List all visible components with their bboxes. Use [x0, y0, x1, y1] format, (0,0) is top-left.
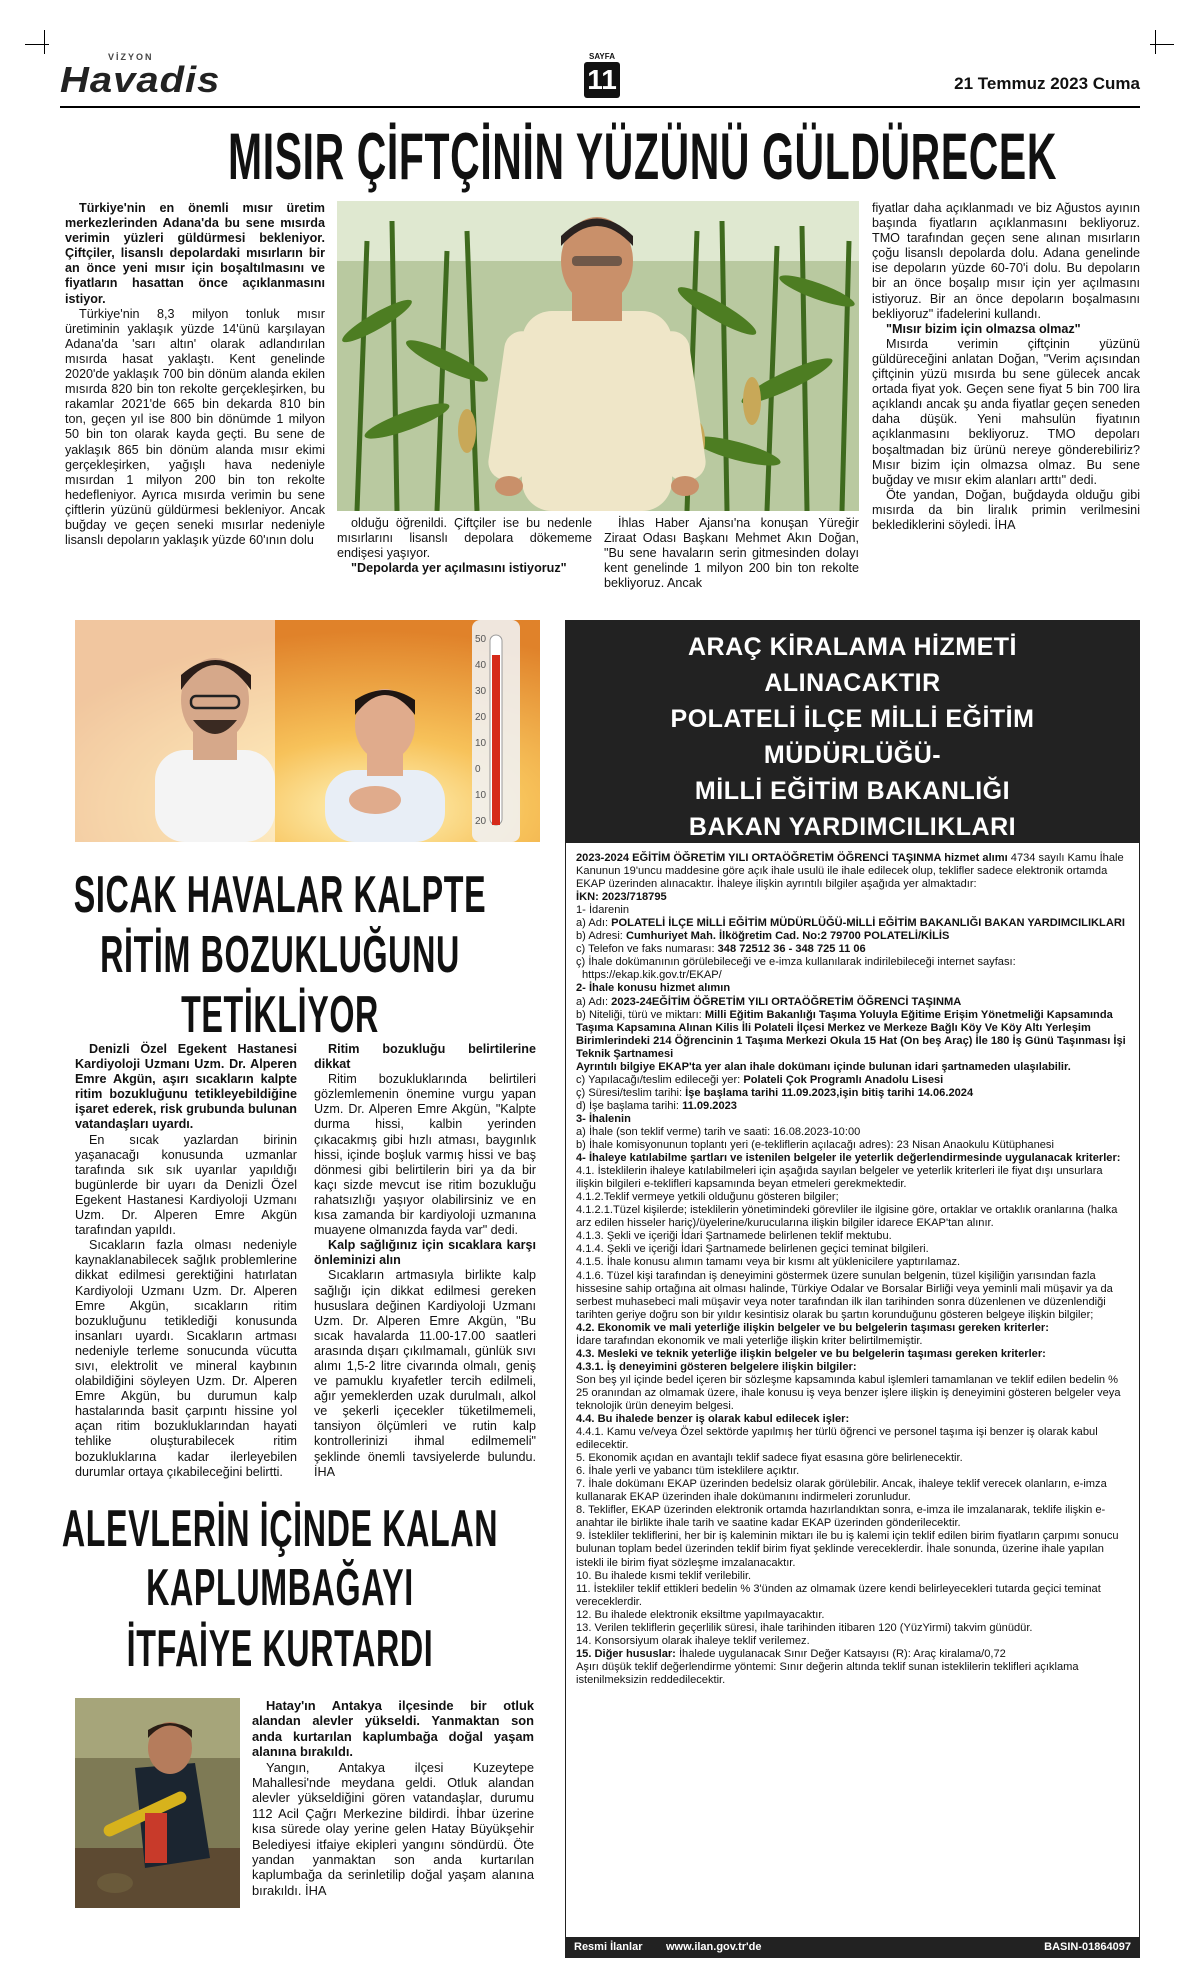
article1-col2 [337, 516, 592, 576]
tender-line: 12. Bu ihalede elektronik eksiltme yapılmayacaktır. [576, 1608, 825, 1621]
article1-photo-farmer [337, 201, 859, 511]
tender-line: 8. Teklifler, EKAP üzerinden elektronik ortamda hazırlandıktan sonra, e-imza ile imzalanarak, teklife ilişkin e-anahtar ile birlikte ihale tarih ve saatine kadar EKAP üzerinden gönderilecektir. [576, 1504, 1106, 1530]
tender-notice [565, 620, 1140, 1958]
tender-footer-code: BASIN-01864097 [1044, 1941, 1131, 1953]
article2-headline-line2: RİTİM BOZUKLUĞUNU [100, 926, 460, 984]
crop-mark [44, 30, 45, 54]
tender-intro: 2023-2024 EĞİTİM ÖĞRETİM YILI ORTAÖĞRETİM ÖĞRENCİ TAŞINMA hizmet alımı 4734 sayılı Kamu İhale Kanunun 19'uncu maddesine göre açık ihale usulü ile ihale edilecek olup, teklifler sadece elektronik ortamda EKAP üzerinden alınacaktır. İhaleye ilişkin ayrıntılı bilgiler aşağıda yer almaktadır: [576, 852, 1124, 891]
thermometer-label: 10 [475, 790, 487, 801]
tender-ikn: İKN: 2023/718795 [576, 891, 667, 904]
logo-main: Havadis [60, 60, 221, 100]
article1-headline: MISIR ÇİFTÇİNİN YÜZÜNÜ GÜLDÜRECEK [228, 119, 1058, 193]
article1-text: Türkiye'nin 8,3 milyon tonluk mısır üretiminin yaklaşık yüzde 14'ünü karşılayan Adana'da 'sarı altın' olarak adlandırılan mısırda hasat yaklaştı. Kent genelinde 2020'de yaklaşık 700 bin dönüm alanda ekilen mısırda 820 bin ton rekolte gerçekleşirken, bu rakamlar 2021'de 665 bin dekarda 810 bin ton, geçen yıl ise 800 bin dönümde 1 milyon 50 bin ton olarak kayda geçti. Bu sene de yaklaşık 865 bin dönüm alanda mısır ekimi gerçekleşirken, yağışlı hava nedeniyle mısırdan 1 milyon 200 bin ton rekolte hedefleniyor. Ayrıca mısırda verimin bu sene çiftlerin yüzünü güldürmesi bekleniyor. Ancak buğday ve geçen seneki mısırlar nedeniyle lisanslı depoların yaklaşık yüzde 60'ının dolu [65, 306, 325, 548]
masthead [60, 52, 1140, 108]
tender-line: 5. Ekonomik açıdan en avantajlı teklif sadece fiyat esasına göre belirlenecektir. [576, 1452, 963, 1465]
tender-line: 4.1.2.1.Tüzel kişilerde; isteklilerin yönetimindeki görevliler ile ilgisine göre, ortaklar ve ortaklık oranlarına (halka arz edilen hisseler hariç)/üyelerine/kurucularına ilişkin bilgiler idarece EKAP'tan alınır. [576, 1204, 1118, 1230]
tender-line: 1- İdarenin [576, 904, 630, 917]
tender-line: c) Yapılacağı/teslim edileceği yer: Polateli Çok Programlı Anadolu Lisesi [576, 1073, 944, 1086]
logo-small: VİZYON [108, 52, 154, 62]
article1-text: olduğu öğrenildi. Çiftçiler ise bu nedenle mısırlarını lisanslı depolara dökememe endişesi yaşıyor. [337, 516, 592, 561]
tender-line: 10. Bu ihalede kısmi teklif verilebilir. [576, 1569, 752, 1582]
tender-title-line: ARAÇ KİRALAMA HİZMETİ [688, 633, 1017, 661]
article3-lead: Hatay'ın Antakya ilçesinde bir otluk alandan alevler yükseldi. Yanmaktan son anda kurtarılan kaplumbağa doğal yaşam alanına bırakıldı. [252, 1698, 534, 1760]
page-label: SAYFA [589, 52, 615, 61]
tender-line: 4.1. İsteklilerin ihaleye katılabilmeleri için aşağıda sayılan belgeler ve yeterlik kriterleri ile fiyat dışı unsurlara ilişkin bilgileri e-teklifleri kapsamında beyan etmeleri gerekmektedir. [576, 1165, 1103, 1191]
tender-notice-title [566, 621, 1139, 843]
article2-text: Ritim bozukluklarında belirtileri gözlemlemenin önemine vurgu yapan Uzm. Dr. Alperen Emre Akgün, "Kalpte durma hissi, kalbin yerinden çıkacakmış gibi hızlı atması, baygınlık hissi, içinde boşluk varmış hissi ve baş dönmesi gibi belirtilerin biri ya da bir kaçı sizde mevcut ise ritim bozukluğu rahatsızlığı yaşıyor olabilirsiniz ve en kısa zamanda bir kardiyoloji uzmanına muayene olmanızda fayda var" dedi. [314, 1072, 536, 1238]
article2-col1 [75, 1042, 297, 1480]
article3-headline-line3: İTFAİYE KURTARDI [126, 1620, 434, 1678]
article2-text: Sıcakların fazla olması nedeniyle kaynaklanabilecek sağlık problemlerine dikkat edilmesi gerektiğini hatırlatan Kardiyoloji Uzmanı Uzm. Dr. Alperen Emre Akgün, sıcakların ritim bozukluğunu tetiklediği konusunda insanları uyardı. Sıcakların artması nedeniyle terleme sonucunda vücutta sıvı, elektrolit ve mineral kaybının olabildiğini söyleyen Uzm. Dr. Alperen Emre Akgün, bu durumun kalp hastalarında basit çarpıntı hissine yol açan ritim bozukluklarından hayati tehlike oluşturabilecek ritim bozukluklarına kadar ilerleyebilen durumlar ortaya çıkabileceğini belirtti. [75, 1238, 297, 1479]
tender-line: 11. İstekliler teklif ettikleri bedelin % 3'ünden az olmamak üzere kendi belirleyecekleri tutarda geçici teminat vereceklerdir. [576, 1582, 1101, 1608]
tender-line: 4.1.2.Teklif vermeye yetkili olduğunu gösteren bilgiler; [576, 1191, 839, 1204]
tender-line: d) İşe başlama tarihi: 11.09.2023 [576, 1099, 737, 1112]
article1-subhead: "Depolarda yer açılmasını istiyoruz" [351, 561, 567, 576]
tender-line: 4.3.1. İş deneyimini gösteren belgelere ilişkin bilgiler: [576, 1360, 857, 1373]
tender-title-line: POLATELİ İLÇE MİLLİ EĞİTİM [670, 705, 1035, 733]
tender-line: a) Adı: POLATELİ İLÇE MİLLİ EĞİTİM MÜDÜRLÜĞÜ-MİLLİ EĞİTİM BAKANLIĞI BAKAN YARDIMCILIKLARI [576, 917, 1125, 930]
tender-line: 2- İhale konusu hizmet alımın [576, 982, 731, 995]
tender-title-line: BAKAN YARDIMCILIKLARI [688, 813, 1017, 841]
article2-headline-line1: SICAK HAVALAR KALPTE [73, 866, 487, 924]
article1-text: fiyatlar daha açıklanmadı ve biz Ağustos ayının başında fiyatların açıklanmasını bekliyoruz. TMO tarafından geçen sene alınan mısırların çoğu lisanslı depolarda dolu. Adana genelinde ise depoların yüzde 60-70'i dolu. Bu depoların bir an önce boşalıp mısır için yer açılmasını istiyoruz. Bir an önce depoların boşalmasını bekliyoruz" ifadelerini kullandı. [872, 201, 1140, 321]
article3-photo-firefighter [75, 1698, 240, 1908]
article2-photo-heat [75, 620, 540, 842]
article3-headline-line2: KAPLUMBAĞAYI [146, 1559, 414, 1617]
tender-line: Aşırı düşük teklif değerlendirme yöntemi: Sınır değerin altında teklif sunan isteklilerin teklifleri açıklama istenilmeksizin reddedilecektir. [576, 1660, 1079, 1686]
article1-lead: Türkiye'nin en önemli mısır üretim merkezlerinden Adana'da bu sene mısırda verimin yüzleri güldürmesi bekleniyor. Çiftçiler, lisanslı depolardaki mısırların bir an önce yeni mısır için boşaltılmasını ve fiyatların hasattan önce açıklanmasını istiyor. [65, 201, 325, 306]
article2-headline-line3: TETİKLİYOR [181, 986, 379, 1044]
tender-line: a) Adı: 2023-24EĞİTİM ÖĞRETİM YILI ORTAÖĞRETİM ÖĞRENCİ TAŞINMA [576, 995, 962, 1008]
tender-line: ç) İhale dokümanının görülebileceği ve e-imza kullanılarak indirilebileceği internet sayfası: [576, 956, 1016, 969]
tender-line: 4.4. Bu ihalede benzer iş olarak kabul edilecek işler: [576, 1413, 850, 1426]
tender-line: a) İhale (son teklif verme) tarih ve saati: 16.08.2023-10:00 [576, 1125, 861, 1138]
article1-text: İhlas Haber Ajansı'na konuşan Yüreğir Ziraat Odası Başkanı Mehmet Akın Doğan, "Bu sene havaların serin gitmesinden dolayı kent genelinde 1 milyon 200 bin ton rekolte bekliyoruz. Ancak [604, 516, 859, 591]
tender-line: 4- İhaleye katılabilme şartları ve istenilen belgeler ile yeterlik değerlendirmesinde uygulanacak kriterler: [576, 1152, 1121, 1165]
tender-line: 4.4.1. Kamu ve/veya Özel sektörde yapılmış her türlü öğrenci ve personel taşıma işi benzer iş olarak kabul edilecektir. [576, 1426, 1098, 1452]
article2-col2 [314, 1042, 536, 1480]
tender-line: 7. İhale dokümanı EKAP üzerinden bedelsiz olarak görülebilir. Ancak, ihaleye teklif verecek olanların, e-imza kullanarak EKAP üzerinden ihale dokümanını indirmeleri zorunludur. [576, 1478, 1107, 1504]
tender-title-line: MİLLİ EĞİTİM BAKANLIĞI [694, 777, 1011, 805]
article1-text: Mısırda verimin çiftçinin yüzünü güldüreceğini anlatan Doğan, "Verim açısından çiftçinin yüzü mısırda bu sene gülecek ancak ortada fiyat yok. Geçen sene fiyat 5 bin 700 lira açıklandı ancak şu anda fiyatlar geçen seneden daha düşük. Yeni mahsulün fiyatının açıklanmasını bekliyoruz. TMO depoları boşaltmadan biz ürünü nereye gönderebiliriz? Mısır bizim için olmazsa olmaz. Bu sene buğday ve mısır ekim alanları arttı" dedi. [872, 336, 1140, 487]
tender-line: b) İhale komisyonunun toplantı yeri (e-tekliflerin açılacağı adres): 23 Nisan Anaokulu Kütüphanesi [576, 1139, 1054, 1152]
crop-mark [1155, 30, 1156, 54]
thermometer-label: 40 [475, 660, 487, 671]
tender-line: İdare tarafından ekonomik ve mali yeterliğe ilişkin kriter belirtilmemiştir. [576, 1334, 923, 1347]
tender-line: 13. Verilen tekliflerin geçerlilik süresi, ihale tarihinden itibaren 120 (YüzYirmi) takvim günüdür. [576, 1621, 1033, 1634]
tender-title-line: ALINACAKTIR [764, 669, 941, 697]
tender-line: b) Niteliği, türü ve miktarı: Milli Eğitim Bakanlığı Taşıma Yoluyla Eğitime Erişim Yönetmeliği Kapsamında Taşıma Kapsamına Alınan Kilis İli Polateli İlçesi Merkez ve Merkeze Bağlı Köy Ve Köy Altı Yerleşim Birimlerindeki 214 Öğrencinin 1 Taşıma Merkezi Okula 15 Hat (On beş Araç) İle 180 İş Günü Taşınması İşi Teknik Şartnamesi [576, 1008, 1126, 1060]
crop-mark [25, 44, 49, 45]
article3-text-col [252, 1698, 534, 1898]
thermometer-label: 50 [475, 634, 487, 645]
tender-line: 14. Konsorsiyum olarak ihaleye teklif verilemez. [576, 1634, 810, 1647]
tender-url[interactable]: https://ekap.kik.gov.tr/EKAP/ [582, 969, 722, 982]
article2-text: En sıcak yazlardan birinin yaşanacağı konusunda uzmanlar tarafında sık sık uyarılar yapıldığı bugünlerde bir uyarı da Denizli Özel Egekent Hastanesi Kardiyoloji Uzmanı Uzm. Dr. Alperen Emre Akgün tarafından yapıldı. [75, 1132, 297, 1238]
crop-mark [1150, 44, 1174, 45]
tender-footer [566, 1937, 1139, 1957]
article1-col4 [872, 201, 1140, 533]
tender-line: Son beş yıl içinde bedel içeren bir sözleşme kapsamında kabul işlemleri tamamlanan ve teklif edilen bedelin % 25 oranından az olmamak üzere, ihale konusu iş veya benzer işlere ilişkin iş deneyimini gösteren belgeler veya teknolojik ürün deneyim belgesi. [576, 1373, 1121, 1412]
tender-title-line: MÜDÜRLÜĞÜ- [763, 741, 942, 769]
article3-headline-line1: ALEVLERİN İÇİNDE KALAN [61, 1500, 499, 1558]
tender-line: 4.1.4. Şekli ve içeriği İdari Şartnamede belirlenen geçici teminat bilgileri. [576, 1243, 929, 1256]
article1-col3 [604, 516, 859, 591]
article1-col1 [65, 201, 325, 548]
tender-line: 3- İhalenin [576, 1112, 631, 1125]
tender-line: 4.1.5. İhale konusu alımın tamamı veya bir kısmı alt yüklenicilere yaptırılamaz. [576, 1256, 961, 1269]
tender-line: 6. İhale yerli ve yabancı tüm isteklilere açıktır. [576, 1465, 800, 1478]
tender-footer-url[interactable]: www.ilan.gov.tr'de [666, 1941, 762, 1953]
thermometer-label: 20 [475, 712, 487, 723]
tender-line: Ayrıntılı bilgiye EKAP'ta yer alan ihale dokümanı içinde bulunan idari şartnameden ulaşılabilir. [576, 1060, 1071, 1073]
issue-date: 21 Temmuz 2023 Cuma [954, 74, 1140, 93]
tender-line: 4.2. Ekonomik ve mali yeterliğe ilişkin belgeler ve bu belgelerin taşıması gereken kriterler: [576, 1321, 1049, 1334]
tender-line: c) Telefon ve faks numarası: 348 72512 36 - 348 725 11 06 [576, 943, 866, 956]
tender-line: 15. Diğer hususlar: İhalede uygulanacak Sınır Değer Katsayısı (R): Araç kiralama/0,72 [576, 1647, 1006, 1660]
thermometer-label: 0 [475, 764, 481, 775]
article3-text: Yangın, Antakya ilçesi Kuzeytepe Mahallesi'nde meydana geldi. Otluk alandan alevler yükseldiğini gören vatandaşlar, durumu 112 Acil Çağrı Merkezine bildirdi. İhbar üzerine kısa sürede olay yerine gelen Hatay Büyükşehir Belediyesi itfaiye ekipleri yangını söndürdü. Öte yandan yanmaktan son anda kurtarılan kaplumbağa da serinletilip doğal yaşam alanına bırakıldı. İHA [252, 1759, 534, 1898]
thermometer-label: 10 [475, 738, 487, 749]
tender-line: ç) Süresi/teslim tarihi: İşe başlama tarihi 11.09.2023,işin bitiş tarihi 14.06.2024 [576, 1086, 974, 1099]
page-number: 11 [584, 62, 620, 98]
article2-subhead: Ritim bozukluğu belirtilerine dikkat [314, 1042, 536, 1072]
tender-line: 4.3. Mesleki ve teknik yeterliğe ilişkin belgeler ve bu belgelerin taşıması gereken kriterler: [576, 1347, 1046, 1360]
tender-line: 4.1.6. Tüzel kişi tarafından iş deneyimini göstermek üzere sunulan belgenin, tüzel kişiliğin yarısından fazla hissesine sahip ortağına ait olması halinde, Türkiye Odalar ve Borsalar Birliği veya yeminli mali müşavir ya da serbest muhasebeci mali müşavir veya noter tarafından ilk ilan tarihinden sonra düzenlenen ve düzenlendiği tarihten geriye doğru son bir yıldır kesintisiz olarak bu şartın korunduğunu gösteren belgeye ilişkin bilgiler; [576, 1269, 1113, 1321]
tender-line: 4.1.3. Şekli ve içeriği İdari Şartnamede belirlenen teklif mektubu. [576, 1230, 892, 1243]
tender-line: 9. İstekliler tekliflerini, her bir iş kaleminin miktarı ile bu iş kalemi için teklif edilen birim fiyatların çarpımı sonucu bulunan toplam bedel üzerinden teklif birim fiyat şeklinde vereceklerdir. İhale sonunda, üzerine ihale yapılan istekli ile birim fiyat sözleşme imzalanacaktır. [576, 1530, 1119, 1569]
article1-text: Öte yandan, Doğan, buğdayda olduğu gibi mısırda da bin liralık primin verilmesini beklediklerini söyledi. İHA [872, 487, 1140, 532]
article2-text: Sıcakların artmasıyla birlikte kalp sağlığı için dikkat edilmesi gereken hususlara değinen Kardiyoloji Uzmanı Uzm. Dr. Alperen Emre Akgün, "Bu sıcak havalarda 11.00-17.00 saatleri arasında dışarı çıkılmamalı, günlük sıvı alımı 1,5-2 litre civarında olmalı, geniş ve pamuklu kıyafetler tercih edilmeli, ağır yemeklerden uzak durulmalı, alkol ve şekerli içecekler tüketilmemeli, tansiyon ölçümleri ve rutin kalp kontrollerinizi ihmal edilmemeli" şeklinde önemli tavsiyelerde bulundu. İHA [314, 1268, 536, 1479]
tender-notice-body [576, 852, 1129, 1687]
tender-line: b) Adresi: Cumhuriyet Mah. İlköğretim Cad. No:2 79700 POLATELİ/KİLİS [576, 930, 950, 943]
tender-footer-section: Resmi İlanlar [574, 1941, 643, 1953]
article2-lead: Denizli Özel Egekent Hastanesi Kardiyoloji Uzmanı Uzm. Dr. Alperen Emre Akgün, aşırı sıcakların kalpte ritim bozukluğunu tetikleyebildiğine işaret ederek, risk grubunda bulunan vatandaşları uyardı. [75, 1042, 297, 1132]
thermometer-label: 20 [475, 816, 487, 827]
thermometer-label: 30 [475, 686, 487, 697]
article1-subhead: "Mısır bizim için olmazsa olmaz" [886, 321, 1081, 336]
article2-subhead: Kalp sağlığınız için sıcaklara karşı önleminizi alın [314, 1238, 536, 1268]
